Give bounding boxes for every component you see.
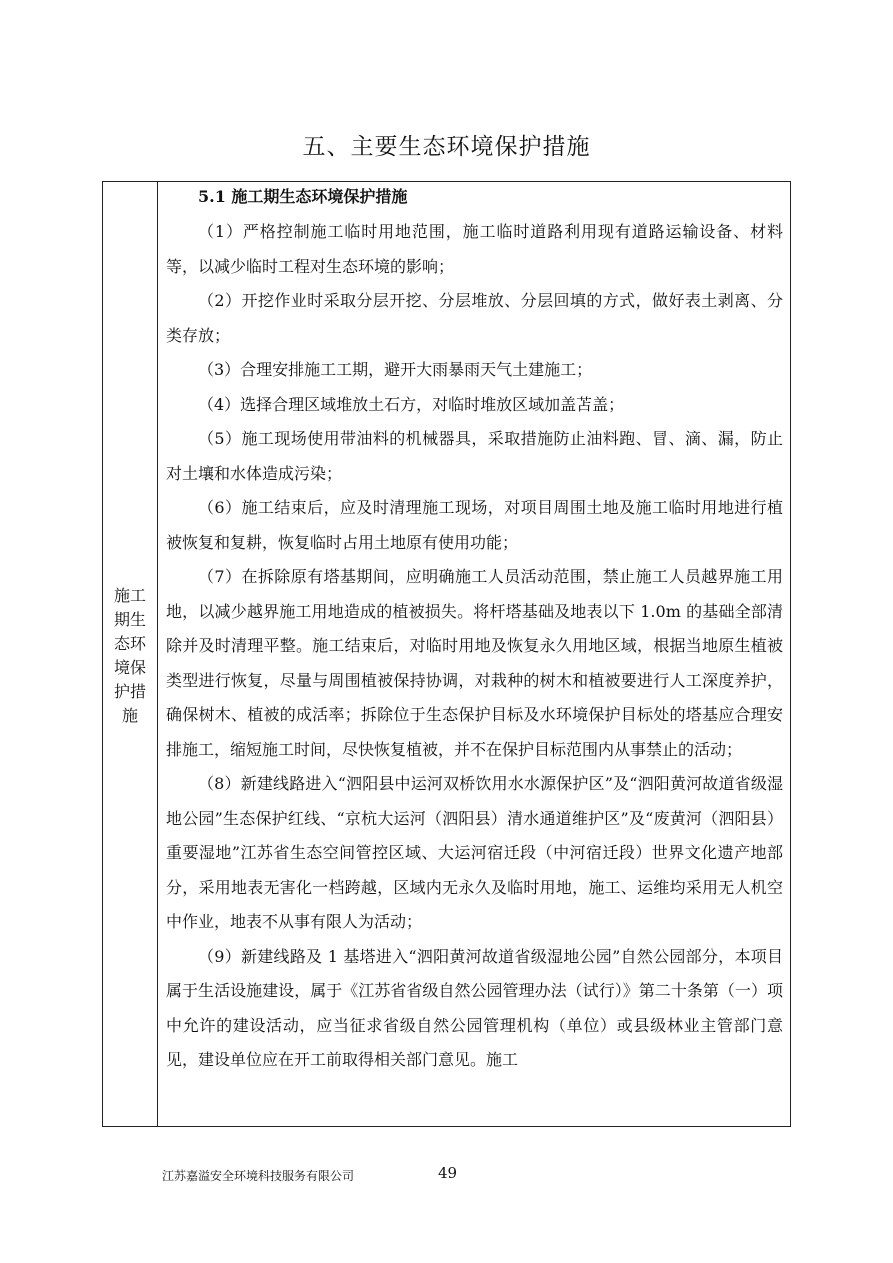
measure-paragraph: （7）在拆除原有塔基期间，应明确施工人员活动范围，禁止施工人员越界施工用地，以减少越界施工用地造成的植被损失。将杆塔基础及地表以下 1.0m 的基础全部清除并及时清理平整。施工结束后，对临时用地及恢复永久用地区域，根据当地原生植被类型进行恢复，尽量与周围植被保持协调，对栽种的树木和植被要进行人工深度养护，确保树木、植被的成活率；拆除位于生态保护目标及水环境保护目标处的塔基应合理安排施工，缩短施工时间，尽快恢复植被，并不在保护目标范围内从事禁止的活动； xyxy=(166,567,783,759)
table-column-divider xyxy=(157,181,158,1127)
footer-company: 江苏嘉溢安全环境科技服务有限公司 xyxy=(162,1169,355,1183)
measure-paragraph: （2）开挖作业时采取分层开挖、分层堆放、分层回填的方式，做好表土剥离、分类存放； xyxy=(166,291,783,345)
measure-paragraph: （6）施工结束后，应及时清理施工现场，对项目周围土地及施工临时用地进行植被恢复和复耕，恢复临时占用土地原有使用功能； xyxy=(166,498,783,552)
page-number: 49 xyxy=(438,1164,458,1182)
row-header-line: 态环 xyxy=(113,634,146,653)
row-header-line: 护措 xyxy=(113,682,146,701)
measure-paragraph: （4）选择合理区域堆放土石方，对临时堆放区域加盖苫盖； xyxy=(198,394,625,414)
measure-paragraph: （1）严格控制施工临时用地范围，施工临时道路利用现有道路运输设备、材料等，以减少临时工程对生态环境的影响； xyxy=(166,222,783,276)
measures-content xyxy=(166,181,783,1078)
row-header-line: 期生 xyxy=(113,610,146,629)
row-header-line: 境保 xyxy=(113,658,146,677)
measure-paragraph: （8）新建线路进入“泗阳县中运河双桥饮用水水源保护区”及“泗阳黄河故道省级湿地公园”生态保护红线、“京杭大运河（泗阳县）清水通道维护区”及“废黄河（泗阳县）重要湿地”江苏省生态空间管控区域、大运河宿迁段（中河宿迁段）世界文化遗产地部分，采用地表无害化一档跨越，区域内无永久及临时用地，施工、运维均采用无人机空中作业，地表不从事有限人为活动； xyxy=(166,774,783,931)
measure-paragraph: （9）新建线路及 1 基塔进入“泗阳黄河故道省级湿地公园”自然公园部分，本项目属于生活设施建设，属于《江苏省省级自然公园管理办法（试行）》第二十条第（一）项中允许的建设活动，应当征求省级自然公园管理机构（单位）或县级林业主管部门意见，建设单位应在开工前取得相关部门意见。施工 xyxy=(166,946,783,1069)
row-header-label xyxy=(104,584,156,728)
row-header-line: 施工 xyxy=(113,586,146,605)
page-title: 五、主要生态环境保护措施 xyxy=(302,134,591,160)
measure-paragraph: （5）施工现场使用带油料的机械器具，采取措施防止油料跑、冒、滴、漏，防止对土壤和水体造成污染； xyxy=(166,429,783,483)
measure-paragraph: （3）合理安排施工工期，避开大雨暴雨天气土建施工； xyxy=(198,360,593,379)
section-heading: 5.1 施工期生态环境保护措施 xyxy=(198,187,408,206)
row-header-line: 施 xyxy=(121,706,138,725)
